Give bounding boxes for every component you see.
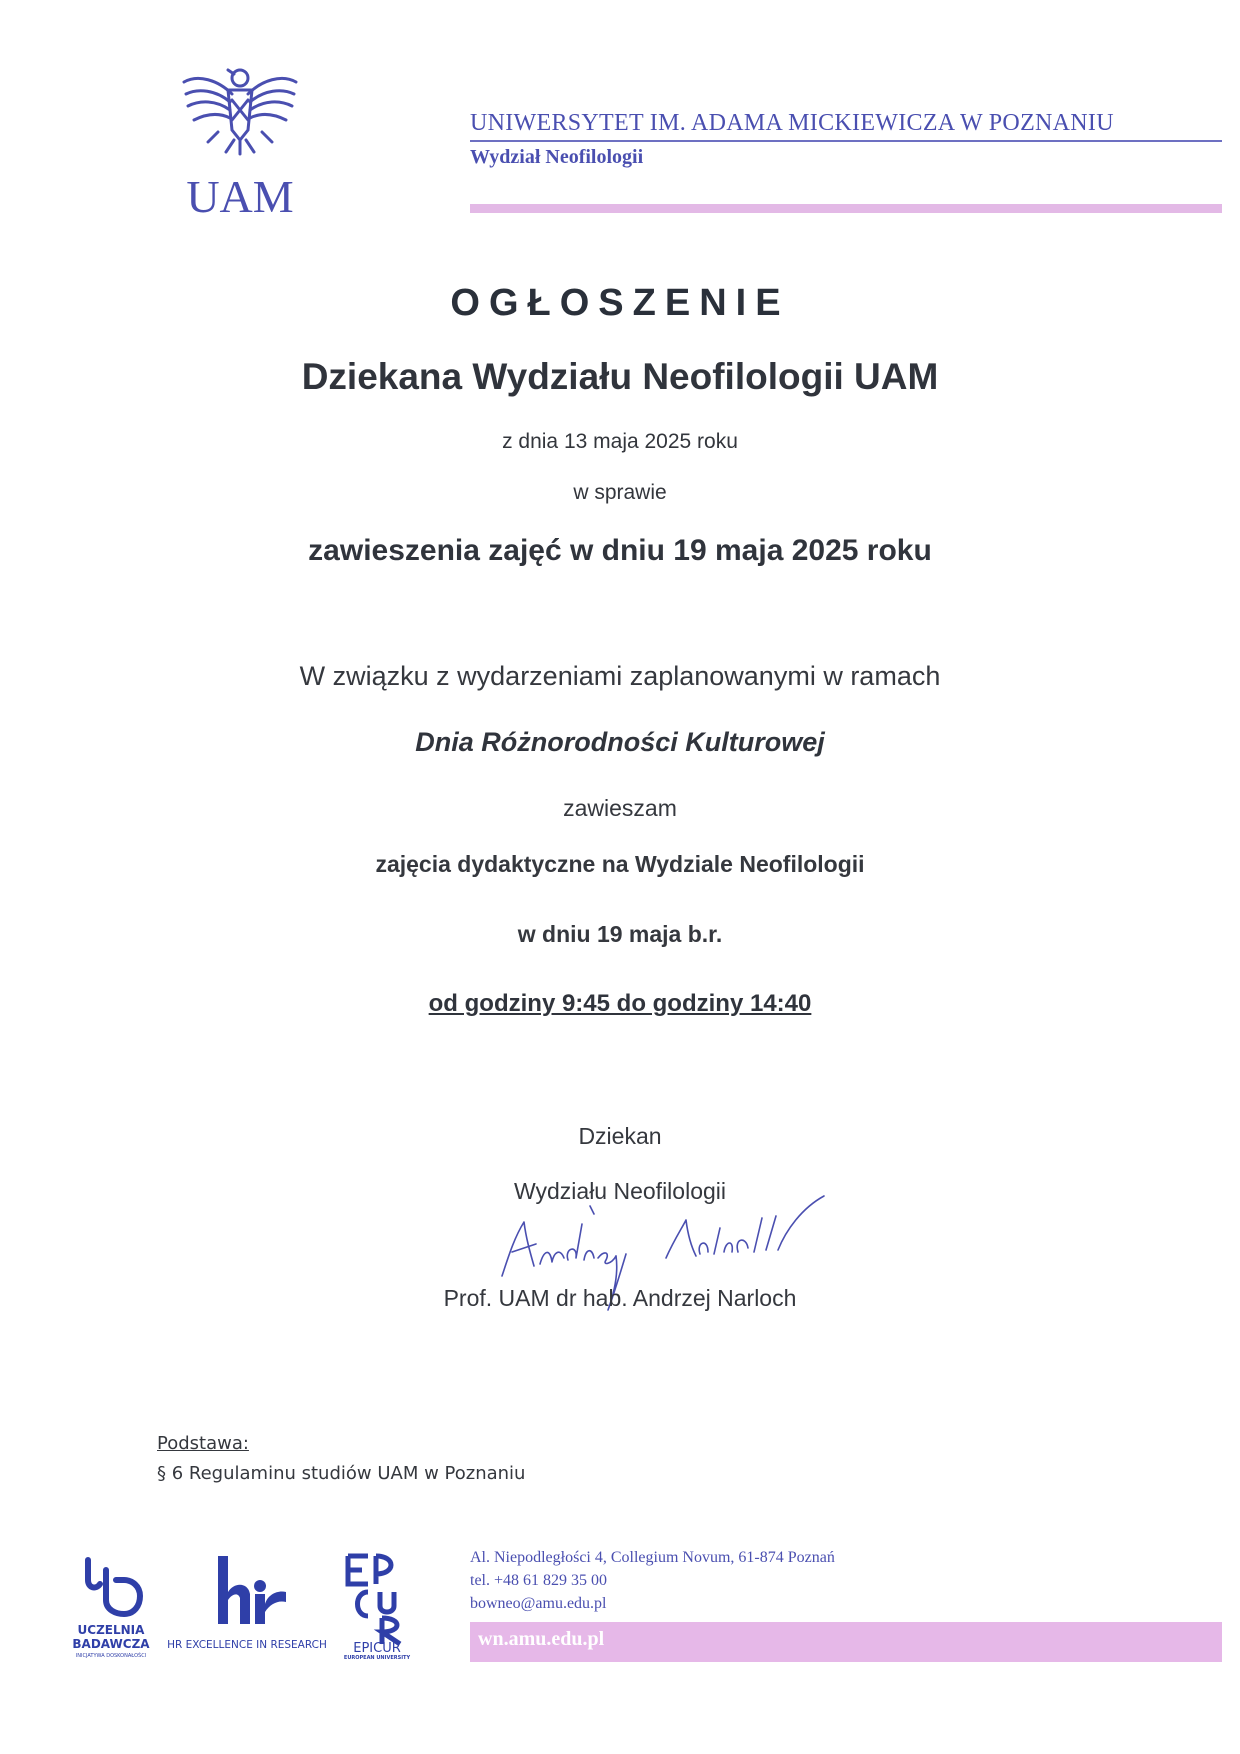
event-name: Dnia Różnorodności Kulturowej <box>415 727 825 757</box>
footer-address: Al. Niepodległości 4, Collegium Novum, 61-874 Poznań <box>470 1549 835 1566</box>
header-rule <box>470 140 1222 142</box>
logo-text: UAM <box>186 171 294 220</box>
epicur-caption: EUROPEAN UNIVERSITY <box>343 1655 411 1660</box>
uam-logo <box>178 60 302 220</box>
body-intro: W związku z wydarzeniami zaplanowanymi w ramach <box>299 661 941 691</box>
uczelnia-badawcza-logo <box>66 1548 156 1660</box>
document-title: OGŁOSZENIE <box>450 282 790 324</box>
body-suspend: zawieszam <box>563 795 677 821</box>
body-classes: zajęcia dydaktyczne na Wydziale Neofilologii <box>375 851 865 877</box>
announcement-topic: zawieszenia zajęć w dniu 19 maja 2025 roku <box>308 534 932 567</box>
university-name: UNIWERSYTET IM. ADAMA MICKIEWICZA W POZNANIU <box>470 110 1114 136</box>
hr-caption: HR EXCELLENCE IN RESEARCH <box>167 1639 327 1651</box>
footer-phone: tel. +48 61 829 35 00 <box>470 1572 608 1589</box>
hr-excellence-logo <box>162 1548 332 1660</box>
signatory-faculty: Wydziału Neofilologii <box>514 1178 726 1204</box>
ub-line3: INICJATYWA DOSKONAŁOŚCI <box>75 1653 147 1659</box>
footer-website[interactable]: wn.amu.edu.pl <box>478 1628 605 1650</box>
ub-line1: UCZELNIA <box>77 1623 145 1637</box>
ub-line2: BADAWCZA <box>72 1637 150 1651</box>
body-day: w dniu 19 maja b.r. <box>517 921 723 947</box>
signatory-name: Prof. UAM dr hab. Andrzej Narloch <box>443 1285 797 1311</box>
body-hours: od godziny 9:45 do godziny 14:40 <box>428 990 812 1017</box>
document-subtitle: Dziekana Wydziału Neofilologii UAM <box>301 356 939 397</box>
issue-date: z dnia 13 maja 2025 roku <box>502 430 738 453</box>
header-accent-band <box>470 204 1222 213</box>
basis-label: Podstawa: <box>157 1433 249 1454</box>
epicur-logo <box>340 1548 414 1660</box>
signatory-title: Dziekan <box>578 1123 662 1149</box>
epicur-name: EPICUR <box>353 1641 401 1656</box>
basis-text: § 6 Regulaminu studiów UAM w Poznaniu <box>157 1463 526 1484</box>
regarding-label: w sprawie <box>573 481 667 504</box>
faculty-name: Wydział Neofilologii <box>470 146 644 168</box>
footer-email[interactable]: bowneo@amu.edu.pl <box>470 1595 607 1612</box>
